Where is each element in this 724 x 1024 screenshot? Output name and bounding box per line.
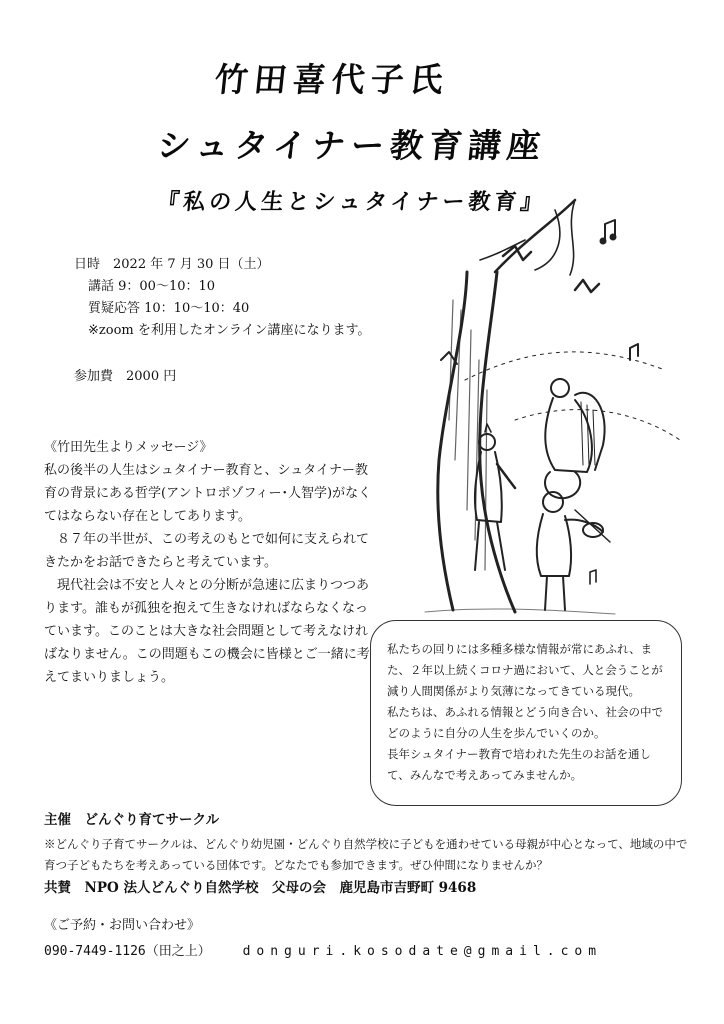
contact-heading: 《ご予約・お問い合わせ》 [44,918,201,933]
organizer-note: ※どんぐり子育てサークルは、どんぐり幼児園・どんぐり自然学校に子どもを通わせている母親が中心となって、地域の中で育つ子どもたちを考えあっている団体です。どなたでも参加できます。ぜひ仲間になりませんか？ [44,837,688,872]
contact-phone: 090-7449-1126（田之上） [44,944,211,959]
title-line-1: 竹田喜代子氏 [212,60,451,99]
participation-fee: 参加費 2000 円 [74,369,177,384]
title-line-2: シュタイナー教育講座 [155,126,549,165]
message-paragraph: 現代社会は不安と人々との分断が急速に広まりつつあります。誰もが孤独を抱えて生きなければならなくなっています。このことは大きな社会問題として考えなければなりません。この問題もこの機会に皆様とご一緒に考えてまいりましょう。 [44,578,370,685]
illustration-tree-and-musicians [405,180,705,630]
message-paragraph: 私の後半の人生はシュタイナー教育と、シュタイナー教育の背景にある哲学(アントロポゾフィー･人智学)がなくてはならない存在としてあります。 [44,463,372,524]
contact-line [44,940,602,959]
teacher-message [44,436,374,689]
schedule-qa: 質疑応答 10：10〜10：40 [88,301,250,316]
message-paragraph: ８７年の半世が、この考えのもとで如何に支えられてきたかをお話できたらと考えています。 [44,532,370,570]
schedule-talk: 講話 9：00〜10：10 [88,279,216,294]
contact-email[interactable]: donguri.kosodate@gmail.com [242,944,603,959]
speech-bubble [370,620,682,806]
subtitle: 『私の人生とシュタイナー教育』 [155,190,548,215]
schedule-block [74,254,370,342]
schedule-zoom-note: ※zoom を利用したオンライン講座になります。 [88,323,371,338]
bubble-paragraph: 長年シュタイナー教育で培われた先生のお話を通して、みんなで考えあってみませんか。 [387,747,652,782]
bubble-paragraph: 私たちの回りには多種多様な情報が常にあふれ、また、２年以上続くコロナ過において、人と会うことが減り人間関係がより気薄になってきている現代。 [387,642,663,698]
organizer: 主催 どんぐり育てサークル [44,812,220,828]
bubble-paragraph: 私たちは、あふれる情報とどう向き合い、社会の中でどのように自分の人生を歩んでいくのか。 [387,705,663,740]
message-heading: 《竹田先生よりメッセージ》 [44,440,213,455]
sponsor: 共賛 NPO 法人どんぐり自然学校 父母の会 鹿児島市吉野町 9468 [44,880,477,896]
schedule-date: 日時 2022 年 7 月 30 日（土） [74,257,270,272]
